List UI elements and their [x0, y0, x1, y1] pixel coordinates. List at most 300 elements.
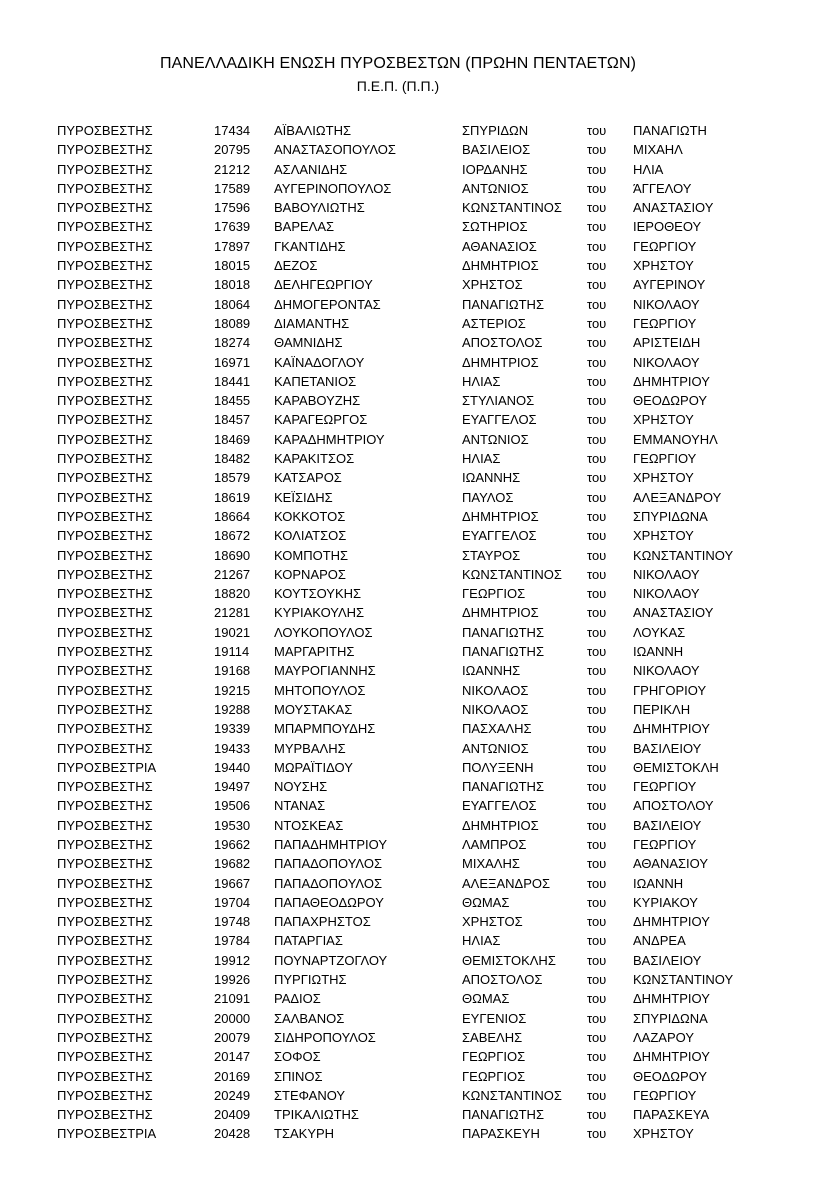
of-label-cell: του — [587, 528, 607, 544]
father-name-cell: ΠΑΡΑΣΚΕΥΑ — [633, 1107, 710, 1123]
surname-cell: ΠΑΠΑΔΗΜΗΤΡΙΟΥ — [274, 836, 387, 852]
first-name-cell: ΑΘΑΝΑΣΙΟΣ — [462, 238, 537, 254]
document-title: ΠΑΝΕΛΛΑΔΙΚΗ ΕΝΩΣΗ ΠΥΡΟΣΒΕΣΤΩΝ (ΠΡΩΗΝ ΠΕΝΤΑΕΤΩΝ) — [159, 55, 637, 72]
service-number-cell: 17589 — [214, 180, 251, 196]
surname-cell: ΠΑΠΑΘΕΟΔΩΡΟΥ — [274, 894, 384, 910]
list-item — [0, 1009, 828, 1028]
surname-cell: ΒΑΡΕΛΑΣ — [274, 219, 335, 235]
list-item — [0, 179, 828, 198]
service-number-cell: 18820 — [214, 586, 251, 602]
list-item — [0, 546, 828, 565]
of-label-cell: του — [587, 894, 607, 910]
surname-cell: ΣΟΦΟΣ — [274, 1049, 321, 1065]
surname-cell: ΑΪΒΑΛΙΩΤΗΣ — [274, 123, 352, 138]
service-number-cell: 20169 — [214, 1068, 251, 1084]
of-label-cell: του — [587, 547, 607, 563]
surname-cell: ΚΑΪΝΑΔΟΓΛΟΥ — [274, 354, 365, 370]
list-item — [0, 507, 828, 526]
first-name-cell: ΚΩΝΣΤΑΝΤΙΝΟΣ — [462, 200, 562, 216]
rank-cell: ΠΥΡΟΣΒΕΣΤΗΣ — [57, 1107, 153, 1123]
list-item — [0, 1124, 828, 1143]
first-name-cell: ΑΛΕΞΑΝΔΡΟΣ — [462, 875, 551, 891]
service-number-cell: 19926 — [214, 972, 251, 988]
father-name-cell: ΧΡΗΣΤΟΥ — [633, 470, 694, 486]
list-item — [0, 970, 828, 989]
of-label-cell: του — [587, 489, 607, 505]
surname-cell: ΑΥΓΕΡΙΝΟΠΟΥΛΟΣ — [274, 180, 392, 196]
of-label-cell: του — [587, 644, 607, 660]
surname-cell: ΔΕΖΟΣ — [274, 258, 318, 274]
father-name-cell: ΑΝΑΣΤΑΣΙΟΥ — [633, 605, 714, 621]
surname-cell: ΛΟΥΚΟΠΟΥΛΟΣ — [274, 624, 373, 640]
surname-cell: ΠΟΥΝΑΡΤΖΟΓΛΟΥ — [274, 952, 388, 968]
service-number-cell: 17596 — [214, 200, 251, 216]
of-label-cell: του — [587, 798, 607, 814]
father-name-cell: ΒΑΣΙΛΕΙΟΥ — [633, 952, 702, 968]
father-name-cell: ΝΙΚΟΛΑΟΥ — [633, 296, 700, 312]
of-label-cell: του — [587, 952, 607, 968]
list-item — [0, 1105, 828, 1124]
of-label-cell: του — [587, 373, 607, 389]
list-item — [0, 623, 828, 642]
list-item — [0, 584, 828, 603]
surname-cell: ΜΥΡΒΑΛΗΣ — [274, 740, 346, 756]
first-name-cell: ΣΠΥΡΙΔΩΝ — [462, 123, 529, 138]
service-number-cell: 19667 — [214, 875, 251, 891]
rank-cell: ΠΥΡΟΣΒΕΣΤΗΣ — [57, 663, 153, 679]
father-name-cell: ΒΑΣΙΛΕΙΟΥ — [633, 817, 702, 833]
first-name-cell: ΘΩΜΑΣ — [462, 894, 510, 910]
rank-cell: ΠΥΡΟΣΒΕΣΤΗΣ — [57, 296, 153, 312]
first-name-cell: ΔΗΜΗΤΡΙΟΣ — [462, 817, 539, 833]
of-label-cell: του — [587, 586, 607, 602]
first-name-cell: ΕΥΑΓΓΕΛΟΣ — [462, 412, 537, 428]
of-label-cell: του — [587, 856, 607, 872]
of-label-cell: του — [587, 412, 607, 428]
list-item — [0, 700, 828, 719]
of-label-cell: του — [587, 296, 607, 312]
rank-cell: ΠΥΡΟΣΒΕΣΤΗΣ — [57, 277, 153, 293]
service-number-cell: 18664 — [214, 508, 251, 524]
service-number-cell: 18457 — [214, 412, 251, 428]
surname-cell: ΡΑΔΙΟΣ — [274, 991, 321, 1007]
of-label-cell: του — [587, 721, 607, 737]
service-number-cell: 18469 — [214, 431, 251, 447]
rank-cell: ΠΥΡΟΣΒΕΣΤΗΣ — [57, 258, 153, 274]
rank-cell: ΠΥΡΟΣΒΕΣΤΗΣ — [57, 644, 153, 660]
first-name-cell: ΜΙΧΑΛΗΣ — [462, 856, 520, 872]
rank-cell: ΠΥΡΟΣΒΕΣΤΗΣ — [57, 373, 153, 389]
surname-cell: ΚΟΛΙΑΤΣΟΣ — [274, 528, 347, 544]
father-name-cell: ΓΡΗΓΟΡΙΟΥ — [633, 682, 707, 698]
first-name-cell: ΘΕΜΙΣΤΟΚΛΗΣ — [462, 952, 556, 968]
of-label-cell: του — [587, 219, 607, 235]
of-label-cell: του — [587, 605, 607, 621]
surname-cell: ΠΥΡΓΙΩΤΗΣ — [274, 972, 347, 988]
of-label-cell: του — [587, 817, 607, 833]
father-name-cell: ΓΕΩΡΓΙΟΥ — [633, 779, 697, 795]
of-label-cell: του — [587, 740, 607, 756]
service-number-cell: 19912 — [214, 952, 251, 968]
father-name-cell: ΝΙΚΟΛΑΟΥ — [633, 663, 700, 679]
rank-cell: ΠΥΡΟΣΒΕΣΤΗΣ — [57, 1068, 153, 1084]
father-name-cell: ΧΡΗΣΤΟΥ — [633, 412, 694, 428]
of-label-cell: του — [587, 354, 607, 370]
surname-cell: ΚΟΥΤΣΟΥΚΗΣ — [274, 586, 362, 602]
service-number-cell: 20409 — [214, 1107, 251, 1123]
list-item — [0, 121, 828, 140]
list-item — [0, 430, 828, 449]
service-number-cell: 21281 — [214, 605, 251, 621]
of-label-cell: του — [587, 933, 607, 949]
rank-cell: ΠΥΡΟΣΒΕΣΤΗΣ — [57, 952, 153, 968]
first-name-cell: ΙΟΡΔΑΝΗΣ — [462, 161, 528, 177]
father-name-cell: ΙΕΡΟΘΕΟΥ — [633, 219, 702, 235]
of-label-cell: του — [587, 1049, 607, 1065]
service-number-cell: 17897 — [214, 238, 251, 254]
list-item — [0, 237, 828, 256]
list-item — [0, 642, 828, 661]
service-number-cell: 18441 — [214, 373, 251, 389]
father-name-cell: ΓΕΩΡΓΙΟΥ — [633, 1087, 697, 1103]
rank-cell: ΠΥΡΟΣΒΕΣΤΗΣ — [57, 894, 153, 910]
service-number-cell: 18579 — [214, 470, 251, 486]
surname-cell: ΜΟΥΣΤΑΚΑΣ — [274, 701, 353, 717]
first-name-cell: ΠΟΛΥΞΕΝΗ — [462, 759, 534, 775]
first-name-cell: ΑΝΤΩΝΙΟΣ — [462, 431, 529, 447]
first-name-cell: ΣΑΒΕΛΗΣ — [462, 1029, 523, 1045]
of-label-cell: του — [587, 180, 607, 196]
rank-cell: ΠΥΡΟΣΒΕΣΤΗΣ — [57, 547, 153, 563]
rank-cell: ΠΥΡΟΣΒΕΣΤΗΣ — [57, 682, 153, 698]
service-number-cell: 21267 — [214, 566, 251, 582]
first-name-cell: ΘΩΜΑΣ — [462, 991, 510, 1007]
surname-cell: ΚΥΡΙΑΚΟΥΛΗΣ — [274, 605, 365, 621]
list-item — [0, 198, 828, 217]
service-number-cell: 19440 — [214, 759, 251, 775]
list-item — [0, 758, 828, 777]
first-name-cell: ΠΑΥΛΟΣ — [462, 489, 514, 505]
rank-cell: ΠΥΡΟΣΒΕΣΤΗΣ — [57, 180, 153, 196]
list-item — [0, 372, 828, 391]
service-number-cell: 18672 — [214, 528, 251, 544]
list-item — [0, 256, 828, 275]
rank-cell: ΠΥΡΟΣΒΕΣΤΗΣ — [57, 566, 153, 582]
of-label-cell: του — [587, 1068, 607, 1084]
surname-cell: ΣΑΛΒΑΝΟΣ — [274, 1010, 345, 1026]
service-number-cell: 20147 — [214, 1049, 251, 1065]
first-name-cell: ΗΛΙΑΣ — [462, 933, 501, 949]
father-name-cell: ΘΕΟΔΩΡΟΥ — [633, 1068, 708, 1084]
list-item — [0, 565, 828, 584]
of-label-cell: του — [587, 991, 607, 1007]
rank-cell: ΠΥΡΟΣΒΕΣΤΗΣ — [57, 142, 153, 158]
service-number-cell: 19339 — [214, 721, 251, 737]
of-label-cell: του — [587, 972, 607, 988]
list-item — [0, 1028, 828, 1047]
list-item — [0, 410, 828, 429]
father-name-cell: ΘΕΜΙΣΤΟΚΛΗ — [633, 759, 719, 775]
rank-cell: ΠΥΡΟΣΒΕΣΤΗΣ — [57, 1029, 153, 1045]
first-name-cell: ΙΩΑΝΝΗΣ — [462, 663, 521, 679]
first-name-cell: ΓΕΩΡΓΙΟΣ — [462, 586, 526, 602]
list-item — [0, 468, 828, 487]
rank-cell: ΠΥΡΟΣΒΕΣΤΗΣ — [57, 123, 153, 138]
service-number-cell: 19114 — [214, 644, 250, 660]
service-number-cell: 20428 — [214, 1126, 251, 1142]
father-name-cell: ΛΑΖΑΡΟΥ — [633, 1029, 695, 1045]
list-item — [0, 333, 828, 352]
father-name-cell: ΔΗΜΗΤΡΙΟΥ — [633, 914, 710, 930]
surname-cell: ΠΑΤΑΡΓΙΑΣ — [274, 933, 343, 949]
list-item — [0, 835, 828, 854]
list-item — [0, 989, 828, 1008]
of-label-cell: του — [587, 451, 607, 467]
of-label-cell: του — [587, 759, 607, 775]
list-item — [0, 295, 828, 314]
first-name-cell: ΠΑΝΑΓΙΩΤΗΣ — [462, 296, 544, 312]
service-number-cell: 19682 — [214, 856, 251, 872]
father-name-cell: ΑΝΑΣΤΑΣΙΟΥ — [633, 200, 714, 216]
surname-cell: ΠΑΠΑΔΟΠΟΥΛΟΣ — [274, 875, 382, 891]
surname-cell: ΤΡΙΚΑΛΙΩΤΗΣ — [274, 1107, 359, 1123]
of-label-cell: του — [587, 875, 607, 891]
surname-cell: ΒΑΒΟΥΛΙΩΤΗΣ — [274, 200, 365, 216]
list-item — [0, 449, 828, 468]
first-name-cell: ΧΡΗΣΤΟΣ — [462, 277, 523, 293]
of-label-cell: του — [587, 836, 607, 852]
service-number-cell: 19497 — [214, 779, 251, 795]
list-item — [0, 931, 828, 950]
service-number-cell: 18018 — [214, 277, 251, 293]
first-name-cell: ΙΩΑΝΝΗΣ — [462, 470, 521, 486]
first-name-cell: ΑΝΤΩΝΙΟΣ — [462, 740, 529, 756]
rank-cell: ΠΥΡΟΣΒΕΣΤΗΣ — [57, 161, 153, 177]
first-name-cell: ΕΥΓΕΝΙΟΣ — [462, 1010, 527, 1026]
rank-cell: ΠΥΡΟΣΒΕΣΤΡΙΑ — [57, 1126, 157, 1142]
rank-cell: ΠΥΡΟΣΒΕΣΤΗΣ — [57, 393, 153, 409]
of-label-cell: του — [587, 161, 607, 177]
service-number-cell: 19168 — [214, 663, 251, 679]
surname-cell: ΣΙΔΗΡΟΠΟΥΛΟΣ — [274, 1029, 376, 1045]
first-name-cell: ΗΛΙΑΣ — [462, 373, 501, 389]
list-item — [0, 874, 828, 893]
list-item — [0, 488, 828, 507]
surname-cell: ΠΑΠΑΔΟΠΟΥΛΟΣ — [274, 856, 382, 872]
surname-cell: ΜΗΤΟΠΟΥΛΟΣ — [274, 682, 366, 698]
list-item — [0, 854, 828, 873]
list-item — [0, 526, 828, 545]
rank-cell: ΠΥΡΟΣΒΕΣΤΗΣ — [57, 875, 153, 891]
surname-cell: ΚΑΡΑΔΗΜΗΤΡΙΟΥ — [274, 431, 385, 447]
first-name-cell: ΔΗΜΗΤΡΙΟΣ — [462, 258, 539, 274]
rank-cell: ΠΥΡΟΣΒΕΣΤΗΣ — [57, 798, 153, 814]
service-number-cell: 18482 — [214, 451, 251, 467]
surname-cell: ΚΑΤΣΑΡΟΣ — [274, 470, 342, 486]
surname-cell: ΣΤΕΦΑΝΟΥ — [274, 1087, 346, 1103]
service-number-cell: 18274 — [214, 335, 251, 351]
first-name-cell: ΔΗΜΗΤΡΙΟΣ — [462, 354, 539, 370]
surname-cell: ΜΑΥΡΟΓΙΑΝΝΗΣ — [274, 663, 376, 679]
surname-cell: ΚΟΚΚΟΤΟΣ — [274, 508, 346, 524]
first-name-cell: ΔΗΜΗΤΡΙΟΣ — [462, 508, 539, 524]
list-item — [0, 160, 828, 179]
service-number-cell: 19021 — [214, 624, 251, 640]
first-name-cell: ΠΑΝΑΓΙΩΤΗΣ — [462, 779, 544, 795]
father-name-cell: ΑΛΕΞΑΝΔΡΟΥ — [633, 489, 722, 505]
first-name-cell: ΗΛΙΑΣ — [462, 451, 501, 467]
father-name-cell: ΝΙΚΟΛΑΟΥ — [633, 354, 700, 370]
father-name-cell: ΣΠΥΡΙΔΩΝΑ — [633, 508, 708, 524]
service-number-cell: 19748 — [214, 914, 251, 930]
surname-cell: ΔΕΛΗΓΕΩΡΓΙΟΥ — [274, 277, 373, 293]
of-label-cell: του — [587, 238, 607, 254]
first-name-cell: ΓΕΩΡΓΙΟΣ — [462, 1068, 526, 1084]
first-name-cell: ΑΠΟΣΤΟΛΟΣ — [462, 335, 543, 351]
service-number-cell: 18455 — [214, 393, 251, 409]
rank-cell: ΠΥΡΟΣΒΕΣΤΗΣ — [57, 991, 153, 1007]
list-item — [0, 1047, 828, 1066]
of-label-cell: του — [587, 701, 607, 717]
father-name-cell: ΠΕΡΙΚΛΗ — [633, 701, 691, 717]
rank-cell: ΠΥΡΟΣΒΕΣΤΗΣ — [57, 586, 153, 602]
father-name-cell: ΓΕΩΡΓΙΟΥ — [633, 238, 697, 254]
first-name-cell: ΝΙΚΟΛΑΟΣ — [462, 682, 529, 698]
service-number-cell: 19784 — [214, 933, 251, 949]
father-name-cell: ΑΘΑΝΑΣΙΟΥ — [633, 856, 709, 872]
surname-cell: ΚΑΠΕΤΑΝΙΟΣ — [274, 373, 357, 389]
list-item — [0, 603, 828, 622]
first-name-cell: ΝΙΚΟΛΑΟΣ — [462, 701, 529, 717]
first-name-cell: ΚΩΝΣΤΑΝΤΙΝΟΣ — [462, 1087, 562, 1103]
rank-cell: ΠΥΡΟΣΒΕΣΤΗΣ — [57, 972, 153, 988]
service-number-cell: 20795 — [214, 142, 251, 158]
of-label-cell: του — [587, 508, 607, 524]
document-subtitle: Π.Ε.Π. (Π.Π.) — [356, 78, 440, 94]
service-number-cell: 18690 — [214, 547, 251, 563]
list-item — [0, 1086, 828, 1105]
rank-cell: ΠΥΡΟΣΒΕΣΤΡΙΑ — [57, 759, 157, 775]
rank-cell: ΠΥΡΟΣΒΕΣΤΗΣ — [57, 605, 153, 621]
surname-cell: ΠΑΠΑΧΡΗΣΤΟΣ — [274, 914, 371, 930]
rank-cell: ΠΥΡΟΣΒΕΣΤΗΣ — [57, 431, 153, 447]
surname-cell: ΝΤΟΣΚΕΑΣ — [274, 817, 344, 833]
of-label-cell: του — [587, 393, 607, 409]
rank-cell: ΠΥΡΟΣΒΕΣΤΗΣ — [57, 779, 153, 795]
first-name-cell: ΓΕΩΡΓΙΟΣ — [462, 1049, 526, 1065]
of-label-cell: του — [587, 123, 607, 138]
surname-cell: ΤΣΑΚΥΡΗ — [274, 1126, 335, 1142]
surname-cell: ΔΙΑΜΑΝΤΗΣ — [274, 315, 350, 331]
first-name-cell: ΣΤΑΥΡΟΣ — [462, 547, 521, 563]
service-number-cell: 18064 — [214, 296, 251, 312]
rank-cell: ΠΥΡΟΣΒΕΣΤΗΣ — [57, 1010, 153, 1026]
father-name-cell: ΙΩΑΝΝΗ — [633, 644, 684, 660]
list-item — [0, 391, 828, 410]
service-number-cell: 19215 — [214, 682, 251, 698]
service-number-cell: 20249 — [214, 1087, 251, 1103]
service-number-cell: 18619 — [214, 489, 251, 505]
surname-cell: ΜΠΑΡΜΠΟΥΔΗΣ — [274, 721, 376, 737]
rank-cell: ΠΥΡΟΣΒΕΣΤΗΣ — [57, 624, 153, 640]
first-name-cell: ΠΑΣΧΑΛΗΣ — [462, 721, 532, 737]
first-name-cell: ΣΤΥΛΙΑΝΟΣ — [462, 393, 535, 409]
service-number-cell: 17434 — [214, 123, 251, 138]
father-name-cell: ΔΗΜΗΤΡΙΟΥ — [633, 991, 710, 1007]
surname-cell: ΑΣΛΑΝΙΔΗΣ — [274, 161, 348, 177]
of-label-cell: του — [587, 1087, 607, 1103]
list-item — [0, 912, 828, 931]
father-name-cell: ΑΝΔΡΕΑ — [633, 933, 686, 949]
first-name-cell: ΠΑΝΑΓΙΩΤΗΣ — [462, 644, 544, 660]
service-number-cell: 18089 — [214, 315, 251, 331]
rank-cell: ΠΥΡΟΣΒΕΣΤΗΣ — [57, 817, 153, 833]
service-number-cell: 20000 — [214, 1010, 251, 1026]
father-name-cell: ΚΥΡΙΑΚΟΥ — [633, 894, 698, 910]
father-name-cell: ΗΛΙΑ — [633, 161, 664, 177]
surname-cell: ΜΑΡΓΑΡΙΤΗΣ — [274, 644, 355, 660]
service-number-cell: 21212 — [214, 161, 251, 177]
service-number-cell: 19704 — [214, 894, 251, 910]
father-name-cell: ΣΠΥΡΙΔΩΝΑ — [633, 1010, 708, 1026]
rank-cell: ΠΥΡΟΣΒΕΣΤΗΣ — [57, 856, 153, 872]
surname-cell: ΘΑΜΝΙΔΗΣ — [274, 335, 343, 351]
father-name-cell: ΧΡΗΣΤΟΥ — [633, 1126, 694, 1142]
of-label-cell: του — [587, 566, 607, 582]
service-number-cell: 19530 — [214, 817, 251, 833]
surname-cell: ΚΟΡΝΑΡΟΣ — [274, 566, 346, 582]
list-item — [0, 777, 828, 796]
list-item — [0, 893, 828, 912]
surname-cell: ΓΚΑΝΤΙΔΗΣ — [274, 238, 346, 254]
first-name-cell: ΛΑΜΠΡΟΣ — [462, 836, 527, 852]
father-name-cell: ΓΕΩΡΓΙΟΥ — [633, 315, 697, 331]
first-name-cell: ΑΣΤΕΡΙΟΣ — [462, 315, 526, 331]
rank-cell: ΠΥΡΟΣΒΕΣΤΗΣ — [57, 740, 153, 756]
service-number-cell: 21091 — [214, 991, 251, 1007]
of-label-cell: του — [587, 335, 607, 351]
list-item — [0, 681, 828, 700]
first-name-cell: ΠΑΝΑΓΙΩΤΗΣ — [462, 1107, 544, 1123]
first-name-cell: ΕΥΑΓΓΕΛΟΣ — [462, 528, 537, 544]
surname-cell: ΑΝΑΣΤΑΣΟΠΟΥΛΟΣ — [274, 142, 396, 158]
list-item — [0, 314, 828, 333]
father-name-cell: ΓΕΩΡΓΙΟΥ — [633, 836, 697, 852]
list-item — [0, 719, 828, 738]
surname-cell: ΜΩΡΑΪΤΙΔΟΥ — [274, 759, 353, 775]
service-number-cell: 16971 — [214, 354, 251, 370]
first-name-cell: ΕΥΑΓΓΕΛΟΣ — [462, 798, 537, 814]
father-name-cell: ΔΗΜΗΤΡΙΟΥ — [633, 721, 710, 737]
rank-cell: ΠΥΡΟΣΒΕΣΤΗΣ — [57, 219, 153, 235]
surname-cell: ΚΑΡΑΓΕΩΡΓΟΣ — [274, 412, 368, 428]
of-label-cell: του — [587, 914, 607, 930]
list-item — [0, 816, 828, 835]
father-name-cell: ΑΥΓΕΡΙΝΟΥ — [633, 277, 706, 293]
of-label-cell: του — [587, 779, 607, 795]
rank-cell: ΠΥΡΟΣΒΕΣΤΗΣ — [57, 451, 153, 467]
of-label-cell: του — [587, 258, 607, 274]
service-number-cell: 19433 — [214, 740, 251, 756]
of-label-cell: του — [587, 1126, 607, 1142]
father-name-cell: ΒΑΣΙΛΕΙΟΥ — [633, 740, 702, 756]
rank-cell: ΠΥΡΟΣΒΕΣΤΗΣ — [57, 412, 153, 428]
father-name-cell: ΝΙΚΟΛΑΟΥ — [633, 566, 700, 582]
list-item — [0, 661, 828, 680]
rank-cell: ΠΥΡΟΣΒΕΣΤΗΣ — [57, 354, 153, 370]
of-label-cell: του — [587, 277, 607, 293]
surname-cell: ΣΠΙΝΟΣ — [274, 1068, 323, 1084]
